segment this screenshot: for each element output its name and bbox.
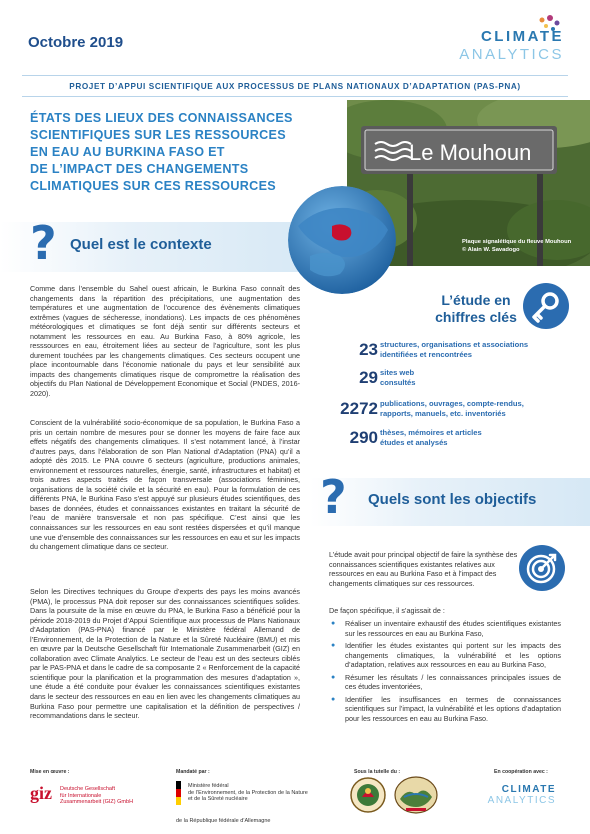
key-icon: [523, 283, 569, 329]
stat-label-line: rapports, manuels, etc. inventoriés: [380, 408, 506, 418]
photo-caption: [462, 238, 571, 254]
list-item-text: Réaliser un inventaire exhaustif des études scientifiques existantes sur les ressources en eau au Burkina Faso,: [345, 619, 561, 638]
bmu-name-line: de l’Environnement, de la Protection de la Nature: [188, 789, 308, 796]
logo-line1: CLIMATE: [480, 28, 564, 45]
sign-text: Le Mouhoun: [409, 140, 532, 165]
bmu-subtitle: de la République fédérale d’Allemagne: [176, 818, 271, 824]
caption-line: Plaque signalétique du fleuve Mouhoun: [462, 239, 572, 245]
stat-number: 2272: [340, 399, 378, 418]
giz-name-line: Deutsche Gesellschaft: [60, 786, 116, 792]
giz-name-line: für Internationale: [60, 792, 102, 799]
ministry-emblem-icon: [394, 775, 438, 815]
globe-map-icon: [288, 186, 396, 294]
stat-label-line: publications, ouvrages, compte-rendus,: [380, 399, 524, 408]
list-item-text: Identifier les études existantes qui portent sur les impacts des changements climatiques, la vulnérabilité et les options d’adaptation, relatives aux ressources en eau au Burkina Faso,: [345, 641, 561, 670]
climate-analytics-logo: [424, 14, 564, 68]
giz-name: [60, 786, 133, 806]
context-paragraph: Selon les Directives techniques du Groupe d’experts des pays les moins avancés (PMA), le processus PNA doit reposer sur des connaissances scientifiques solides. Dans la poursuite de la mise en œuvre du PNA, le Burkina Faso a bénéficié pour la période 2018-2019 du Projet d’Appui Scientifique aux processus de Plans Nationaux d’Adaptation (PAS-PNA) financé par le Ministère fédéral Allemand de l’Environnement, de la Protection de la Nature et la Sûreté Nucléaire (BMU) et mis en œuvre par la Deutsche Gesellschaft für Internationale Zusammenarbeit (GIZ) en collaboration avec Climate Analytics. Le secteur de l’eau est un des secteurs ciblés par le PAS-PNA et dans le cadre de sa composante 2 « Renforcement de la capacité scientifique pour la planification et la programmation des mesures d’adaptation », une étude a été conduite pour évaluer les connaissances scientifiques existantes dans le secteur des ressources en eau en lien avec les changements climatiques au Burkina Faso pour permettre une capitalisation et la définition de perspectives / recommandations dans le secteur.: [30, 587, 300, 721]
objectives-list: [329, 619, 561, 726]
burkina-seal-icon: [350, 777, 386, 813]
project-band: PROJET D’APPUI SCIENTIFIQUE AUX PROCESSUS DE PLANS NATIONAUX D’ADAPTATION (PAS-PNA): [22, 75, 568, 97]
german-flag-icon: [176, 781, 181, 805]
list-item: [329, 673, 561, 692]
list-item: [329, 641, 561, 670]
footer-label-tutelle: Sous la tutelle du :: [354, 769, 401, 775]
bmu-name-line: Ministère fédéral: [188, 783, 229, 789]
list-item-text: Identifier les insuffisances en termes de connaissances scientifiques sur l’impact, la vulnérabilité et les options d’adaptation pour les ressources en eau au Burkina Faso.: [345, 694, 561, 723]
stat-label: [380, 428, 482, 447]
stat-label-line: consultés: [380, 377, 416, 387]
stat-label-line: thèses, mémoires et articles: [380, 428, 482, 437]
list-item: [329, 695, 561, 724]
stat-label: [380, 340, 528, 359]
stat-label: [380, 368, 415, 387]
main-title: [30, 110, 340, 195]
stat-item: [322, 368, 572, 398]
bullet-icon: ●: [331, 695, 336, 703]
stat-label-line: études et analysés: [380, 437, 448, 447]
key-title-line1: L’étude en: [441, 292, 511, 308]
ca-footer-line2: ANALYTICS: [487, 795, 556, 806]
stat-number: 29: [359, 368, 378, 387]
stat-number: 290: [349, 428, 378, 447]
footer-label-implemented: Mise en œuvre :: [30, 769, 70, 775]
context-paragraph: Comme dans l’ensemble du Sahel ouest africain, le Burkina Faso connaît des changements dans la répartition des précipitations, une augmentation des températures et une augmentation de l’occurence des évènements climatiques extrêmes (vagues de sécheresse, inondations). Les impacts de ces phénomènes météorologiques et climatiques se font déjà sentir sur différents secteurs et notamment les ressources en eau. Au Burkina Faso, à 80% agricole, les resssources en eau, étroitement liées au secteur de l’agriculture, sont les plus durement touchées par les changements climatiques. Ces secteurs occupent une place incontournable dans l’économie nationale du pays et leur sensibilité aux impacts des changements climatiques risque de compromettre la réalisation des objectifs du Plan National de Développement Economique et Social (PNDES, 2016-2020).: [30, 284, 300, 399]
giz-logo: giz: [30, 783, 52, 803]
objectives-specific: De façon spécifique, il s’agissait de :: [329, 606, 445, 615]
objectives-title: Quels sont les objectifs: [368, 491, 537, 508]
bullet-icon: ●: [331, 673, 336, 681]
giz-name-line: Zusammenarbeit (GIZ) GmbH: [60, 799, 134, 805]
title-line: DE L’IMPACT DES CHANGEMENTS: [30, 162, 249, 176]
key-figures-title: [431, 292, 521, 326]
objectives-intro: L’étude avait pour principal objectif de faire la synthèse des connaissances scientifiques existantes relatives aux ressources en eau au Burkina Faso et à l’impact des changements climatiques sur ces ressources.: [329, 550, 518, 588]
list-item-text: Résumer les résultats / les connaissances principales issues de ces études inventoriées,: [345, 672, 561, 692]
question-mark-icon: ?: [30, 216, 57, 270]
stat-item: [322, 428, 572, 458]
climate-analytics-footer-logo: [466, 784, 556, 806]
stat-number: 23: [359, 340, 378, 359]
bullet-icon: ●: [331, 642, 336, 650]
title-line: SCIENTIFIQUES SUR LES RESSOURCES: [30, 128, 286, 142]
stat-label-line: identifiées et rencontrées: [380, 349, 473, 359]
stat-label-line: structures, organisations et associations: [380, 340, 529, 349]
stat-label: [380, 399, 524, 418]
stat-item: [322, 340, 572, 370]
title-line: CLIMATIQUES SUR CES RESSOURCES: [30, 179, 276, 193]
bmu-name-line: et de la Sûreté nucléaire: [188, 796, 248, 803]
title-line: EN EAU AU BURKINA FASO ET: [30, 145, 225, 159]
key-title-line2: chiffres clés: [435, 309, 517, 325]
stat-item: [322, 399, 572, 429]
footer-label-mandated: Mandaté par :: [176, 769, 210, 775]
footer-label-cooperation: En coopération avec :: [494, 769, 548, 775]
question-mark-icon: ?: [320, 470, 347, 524]
ca-footer-line1: CLIMATE: [501, 784, 556, 795]
context-title: Quel est le contexte: [70, 236, 212, 253]
target-icon: [519, 545, 565, 591]
caption-credit: © Alain W. Savadogo: [462, 247, 520, 253]
publication-date: Octobre 2019: [28, 34, 124, 51]
logo-line2: ANALYTICS: [459, 46, 564, 63]
stat-label-line: sites web: [380, 368, 415, 377]
context-paragraph: Conscient de la vulnérabilité socio-économique de sa population, le Burkina Faso a pris un certain nombre de mesures pour se donner les moyens de faire face aux effets négatifs des changements climatiques. Il s’est notamment lancé, à l’instar d’autres pays, dans l’élaboration de son Plan National d’Adaptation (PNA) qu’il a adopté dès 2015. Le PNA couvre 6 secteurs (agriculture, productions animales, environnement et ressources naturelles, énergie, santé, infrastructures et habitat) et trois autres aspects traités de façon transversale (associations féminines, organisations de la société civile et la sécurité en eau). Pour la formulation de ces différents PNA, le Burkina Faso s’est appuyé sur plusieurs études scientifiques, des bases de données, études et connaissances existantes en traitant la sécurité de l’eau de manière transversale et non pas spécifique. C’est ainsi que les connaissances sur les ressources en eau sont restées dispersées et qu’il manque une vue d’ensemble des connaissances sur les ressources en eau et sur les impacts du changement climatique dans ce secteur.: [30, 418, 300, 552]
bullet-icon: ●: [331, 620, 336, 627]
title-line: ÉTATS DES LIEUX DES CONNAISSANCES: [30, 111, 293, 125]
list-item: [329, 619, 561, 638]
bmu-name: [188, 783, 308, 803]
